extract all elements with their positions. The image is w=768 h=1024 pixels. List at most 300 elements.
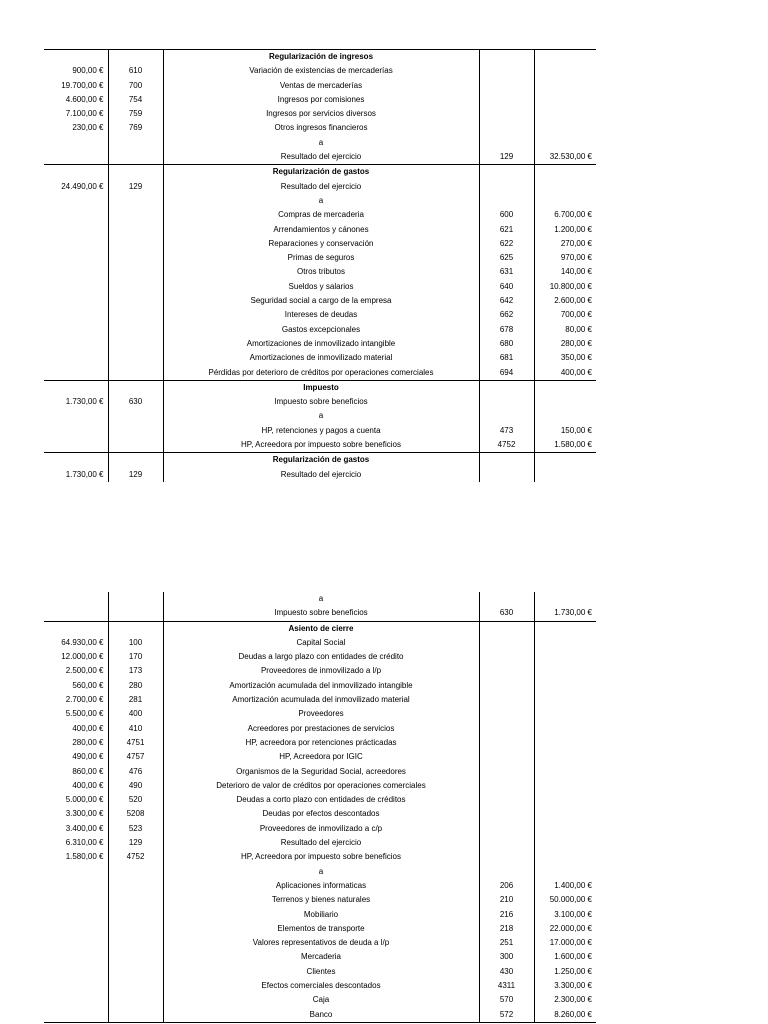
journal-row <box>44 280 596 294</box>
debit-account-cell <box>108 453 163 468</box>
journal-row <box>44 1008 596 1023</box>
credit-account-cell: 681 <box>479 351 534 365</box>
journal-entries-table <box>44 49 596 482</box>
credit-amount-cell <box>534 779 596 793</box>
credit-account-cell: 206 <box>479 879 534 893</box>
journal-row <box>44 208 596 222</box>
debit-amount-cell <box>44 1008 108 1023</box>
credit-amount-cell: 140,00 € <box>534 265 596 279</box>
journal-row <box>44 936 596 950</box>
credit-account-cell: 129 <box>479 150 534 165</box>
credit-amount-cell: 50.000,00 € <box>534 893 596 907</box>
debit-amount-cell: 64.930,00 € <box>61 637 104 647</box>
concept-cell: a <box>163 194 479 208</box>
debit-amount-cell <box>44 453 108 468</box>
credit-account-cell: 631 <box>479 265 534 279</box>
debit-account-cell <box>108 380 163 395</box>
debit-amount-cell <box>44 936 108 950</box>
credit-account-cell: 210 <box>479 893 534 907</box>
credit-account-cell <box>479 194 534 208</box>
debit-account-cell: 410 <box>108 722 163 736</box>
debit-amount-cell: 900,00 € <box>72 66 104 76</box>
debit-account-cell <box>108 908 163 922</box>
section-header-row <box>44 380 596 395</box>
credit-account-cell: 678 <box>479 323 534 337</box>
debit-amount-cell: 5.000,00 € <box>65 795 104 805</box>
credit-account-cell <box>479 865 534 879</box>
journal-row <box>44 337 596 351</box>
journal-row <box>44 424 596 438</box>
credit-amount-cell <box>534 107 596 121</box>
concept-cell: HP, retenciones y pagos a cuenta <box>163 424 479 438</box>
credit-amount-cell: 3.100,00 € <box>534 908 596 922</box>
credit-amount-cell: 6.700,00 € <box>534 208 596 222</box>
concept-cell: Regularización de ingresos <box>163 50 479 65</box>
debit-amount-cell <box>44 308 108 322</box>
debit-account-cell <box>108 950 163 964</box>
journal-row <box>44 409 596 423</box>
debit-amount-cell <box>44 50 108 65</box>
journal-row <box>44 664 596 678</box>
debit-amount-cell <box>44 922 108 936</box>
debit-amount-cell: 4.600,00 € <box>65 94 104 104</box>
debit-amount-cell <box>44 223 108 237</box>
debit-amount-cell <box>44 438 108 453</box>
credit-account-cell <box>479 779 534 793</box>
debit-account-cell <box>108 424 163 438</box>
credit-amount-cell <box>534 836 596 850</box>
journal-row <box>44 993 596 1007</box>
debit-account-cell: 400 <box>108 707 163 721</box>
credit-amount-cell <box>534 807 596 821</box>
concept-cell: Variación de existencias de mercaderías <box>163 64 479 78</box>
journal-row <box>44 779 596 793</box>
credit-account-cell <box>479 121 534 135</box>
journal-row <box>44 150 596 165</box>
debit-account-cell <box>108 351 163 365</box>
concept-cell: Amortizaciones de inmovilizado material <box>163 351 479 365</box>
debit-amount-cell: 6.310,00 € <box>65 838 104 848</box>
credit-amount-cell: 2.300,00 € <box>534 993 596 1007</box>
debit-account-cell <box>108 150 163 165</box>
journal-row <box>44 965 596 979</box>
credit-account-cell: 640 <box>479 280 534 294</box>
concept-cell: Ingresos por servicios diversos <box>163 107 479 121</box>
credit-account-cell <box>479 64 534 78</box>
journal-row <box>44 722 596 736</box>
debit-account-cell: 100 <box>108 636 163 650</box>
credit-amount-cell <box>534 636 596 650</box>
debit-amount-cell <box>44 280 108 294</box>
credit-amount-cell <box>534 194 596 208</box>
credit-account-cell: 625 <box>479 251 534 265</box>
closing-entry-table <box>44 592 596 1023</box>
debit-account-cell <box>108 438 163 453</box>
concept-cell: Efectos comerciales descontados <box>163 979 479 993</box>
concept-cell: Impuesto sobre beneficios <box>163 395 479 409</box>
credit-account-cell <box>479 380 534 395</box>
credit-amount-cell: 400,00 € <box>534 366 596 381</box>
debit-account-cell <box>108 606 163 621</box>
journal-row <box>44 693 596 707</box>
debit-account-cell <box>108 294 163 308</box>
debit-account-cell <box>108 251 163 265</box>
credit-account-cell <box>479 765 534 779</box>
debit-amount-cell <box>44 865 108 879</box>
concept-cell: Amortización acumulada del inmovilizado material <box>163 693 479 707</box>
credit-amount-cell: 1.730,00 € <box>534 606 596 621</box>
journal-row <box>44 180 596 194</box>
debit-account-cell <box>108 323 163 337</box>
debit-amount-cell: 860,00 € <box>72 766 104 776</box>
debit-account-cell <box>108 865 163 879</box>
section-header-row <box>44 621 596 636</box>
credit-account-cell <box>479 722 534 736</box>
debit-account-cell: 129 <box>108 180 163 194</box>
journal-row <box>44 265 596 279</box>
journal-row <box>44 194 596 208</box>
concept-cell: Intereses de deudas <box>163 308 479 322</box>
debit-account-cell <box>108 993 163 1007</box>
credit-account-cell <box>479 707 534 721</box>
credit-account-cell: 630 <box>479 606 534 621</box>
debit-account-cell <box>108 337 163 351</box>
debit-account-cell: 129 <box>108 836 163 850</box>
credit-account-cell: 300 <box>479 950 534 964</box>
debit-amount-cell: 400,00 € <box>72 723 104 733</box>
concept-cell: Ventas de mercaderías <box>163 79 479 93</box>
credit-account-cell <box>479 453 534 468</box>
credit-account-cell <box>479 807 534 821</box>
debit-account-cell <box>108 922 163 936</box>
credit-amount-cell: 280,00 € <box>534 337 596 351</box>
credit-account-cell: 572 <box>479 1008 534 1023</box>
journal-table-bottom <box>44 592 596 1023</box>
debit-amount-cell <box>44 208 108 222</box>
credit-account-cell <box>479 736 534 750</box>
credit-amount-cell <box>534 395 596 409</box>
debit-account-cell <box>108 50 163 65</box>
journal-row <box>44 93 596 107</box>
credit-amount-cell <box>534 693 596 707</box>
journal-row <box>44 438 596 453</box>
debit-account-cell <box>108 592 163 606</box>
journal-row <box>44 468 596 482</box>
credit-amount-cell <box>534 736 596 750</box>
credit-amount-cell: 970,00 € <box>534 251 596 265</box>
concept-cell: Capital Social <box>163 636 479 650</box>
credit-account-cell: 473 <box>479 424 534 438</box>
debit-amount-cell: 490,00 € <box>72 752 104 762</box>
journal-row <box>44 366 596 381</box>
debit-amount-cell <box>44 380 108 395</box>
concept-cell: Banco <box>163 1008 479 1023</box>
journal-row <box>44 950 596 964</box>
credit-amount-cell: 150,00 € <box>534 424 596 438</box>
credit-amount-cell <box>534 136 596 150</box>
debit-account-cell <box>108 979 163 993</box>
debit-amount-cell: 5.500,00 € <box>65 709 104 719</box>
credit-account-cell: 218 <box>479 922 534 936</box>
credit-account-cell <box>479 468 534 482</box>
credit-amount-cell <box>534 707 596 721</box>
concept-cell: Deudas por efectos descontados <box>163 807 479 821</box>
credit-amount-cell <box>534 722 596 736</box>
debit-account-cell <box>108 1008 163 1023</box>
journal-row <box>44 251 596 265</box>
credit-amount-cell: 270,00 € <box>534 237 596 251</box>
credit-account-cell: 694 <box>479 366 534 381</box>
journal-row <box>44 650 596 664</box>
credit-amount-cell <box>534 750 596 764</box>
debit-amount-cell <box>44 908 108 922</box>
debit-amount-cell <box>44 294 108 308</box>
concept-cell: Resultado del ejercicio <box>163 468 479 482</box>
journal-row <box>44 64 596 78</box>
credit-amount-cell: 10.800,00 € <box>534 280 596 294</box>
debit-account-cell <box>108 409 163 423</box>
debit-account-cell <box>108 165 163 180</box>
journal-row <box>44 223 596 237</box>
debit-account-cell: 4752 <box>108 850 163 864</box>
journal-row <box>44 79 596 93</box>
concept-cell: Gastos excepcionales <box>163 323 479 337</box>
debit-account-cell: 523 <box>108 822 163 836</box>
journal-row <box>44 822 596 836</box>
debit-amount-cell <box>44 424 108 438</box>
concept-cell: Elementos de transporte <box>163 922 479 936</box>
credit-account-cell <box>479 165 534 180</box>
concept-cell: Proveedores de inmovilizado a l/p <box>163 664 479 678</box>
debit-amount-cell: 2.700,00 € <box>65 695 104 705</box>
debit-account-cell: 769 <box>108 121 163 135</box>
journal-row <box>44 793 596 807</box>
debit-amount-cell: 230,00 € <box>72 123 104 133</box>
credit-amount-cell: 8.260,00 € <box>534 1008 596 1023</box>
credit-account-cell <box>479 180 534 194</box>
debit-amount-cell <box>44 136 108 150</box>
debit-amount-cell <box>44 893 108 907</box>
concept-cell: Pérdidas por deterioro de créditos por operaciones comerciales <box>163 366 479 381</box>
concept-cell: Reparaciones y conservación <box>163 237 479 251</box>
concept-cell: HP, Acreedora por IGIC <box>163 750 479 764</box>
concept-cell: Compras de mercaderia <box>163 208 479 222</box>
journal-row <box>44 308 596 322</box>
debit-account-cell <box>108 366 163 381</box>
credit-account-cell: 4752 <box>479 438 534 453</box>
journal-row <box>44 865 596 879</box>
concept-cell: Resultado del ejercicio <box>163 180 479 194</box>
debit-amount-cell <box>44 409 108 423</box>
credit-amount-cell <box>534 650 596 664</box>
debit-account-cell: 5208 <box>108 807 163 821</box>
journal-table-top <box>44 49 596 482</box>
concept-cell: Amortizaciones de inmovilizado intangible <box>163 337 479 351</box>
credit-account-cell <box>479 650 534 664</box>
concept-cell: HP, Acreedora por impuesto sobre beneficios <box>163 438 479 453</box>
debit-amount-cell: 280,00 € <box>72 737 104 747</box>
debit-amount-cell <box>44 337 108 351</box>
concept-cell: Acreedores por prestaciones de servicios <box>163 722 479 736</box>
credit-amount-cell <box>534 453 596 468</box>
concept-cell: Aplicaciones informaticas <box>163 879 479 893</box>
concept-cell: Ingresos por comisiones <box>163 93 479 107</box>
credit-amount-cell <box>534 850 596 864</box>
debit-account-cell: 4757 <box>108 750 163 764</box>
credit-account-cell <box>479 409 534 423</box>
concept-cell: Resultado del ejercicio <box>163 836 479 850</box>
journal-row <box>44 323 596 337</box>
credit-account-cell: 430 <box>479 965 534 979</box>
debit-amount-cell <box>44 950 108 964</box>
debit-amount-cell: 3.400,00 € <box>65 823 104 833</box>
debit-account-cell <box>108 965 163 979</box>
debit-account-cell: 759 <box>108 107 163 121</box>
debit-account-cell: 700 <box>108 79 163 93</box>
credit-amount-cell: 32.530,00 € <box>534 150 596 165</box>
credit-amount-cell <box>534 64 596 78</box>
concept-cell: Proveedores de inmovilizado a c/p <box>163 822 479 836</box>
debit-account-cell: 520 <box>108 793 163 807</box>
credit-amount-cell <box>534 409 596 423</box>
journal-row <box>44 107 596 121</box>
concept-cell: HP, Acreedora por impuesto sobre beneficios <box>163 850 479 864</box>
concept-cell: Caja <box>163 993 479 1007</box>
credit-account-cell <box>479 93 534 107</box>
concept-cell: a <box>163 409 479 423</box>
concept-cell: Amortización acumulada del inmovilizado intangible <box>163 679 479 693</box>
debit-account-cell <box>108 265 163 279</box>
credit-account-cell <box>479 50 534 65</box>
debit-account-cell: 490 <box>108 779 163 793</box>
journal-row <box>44 908 596 922</box>
debit-amount-cell: 1.730,00 € <box>65 397 104 407</box>
concept-cell: Mercaderia <box>163 950 479 964</box>
credit-amount-cell <box>534 165 596 180</box>
debit-account-cell <box>108 237 163 251</box>
debit-amount-cell <box>44 621 108 636</box>
credit-amount-cell <box>534 79 596 93</box>
debit-account-cell: 754 <box>108 93 163 107</box>
journal-row <box>44 893 596 907</box>
journal-row <box>44 136 596 150</box>
credit-amount-cell <box>534 679 596 693</box>
credit-amount-cell <box>534 865 596 879</box>
debit-amount-cell: 19.700,00 € <box>61 80 104 90</box>
credit-amount-cell <box>534 592 596 606</box>
credit-amount-cell: 1.400,00 € <box>534 879 596 893</box>
debit-amount-cell <box>44 323 108 337</box>
credit-amount-cell <box>534 121 596 135</box>
credit-account-cell: 662 <box>479 308 534 322</box>
journal-row <box>44 850 596 864</box>
credit-amount-cell <box>534 50 596 65</box>
debit-amount-cell: 2.500,00 € <box>65 666 104 676</box>
concept-cell: Sueldos y salarios <box>163 280 479 294</box>
concept-cell: Asiento de cierre <box>163 621 479 636</box>
concept-cell: Deudas a corto plazo con entidades de créditos <box>163 793 479 807</box>
debit-account-cell: 170 <box>108 650 163 664</box>
debit-account-cell <box>108 936 163 950</box>
concept-cell: Resultado del ejercicio <box>163 150 479 165</box>
debit-account-cell <box>108 308 163 322</box>
credit-amount-cell: 700,00 € <box>534 308 596 322</box>
credit-account-cell <box>479 836 534 850</box>
credit-account-cell <box>479 822 534 836</box>
credit-amount-cell: 2.600,00 € <box>534 294 596 308</box>
credit-amount-cell: 17.000,00 € <box>534 936 596 950</box>
concept-cell: Deterioro de valor de créditos por operaciones comerciales <box>163 779 479 793</box>
credit-account-cell: 251 <box>479 936 534 950</box>
concept-cell: Deudas a largo plazo con entidades de crédito <box>163 650 479 664</box>
journal-row <box>44 922 596 936</box>
debit-amount-cell: 12.000,00 € <box>61 652 104 662</box>
debit-amount-cell <box>44 366 108 381</box>
journal-row <box>44 765 596 779</box>
debit-account-cell <box>108 879 163 893</box>
credit-account-cell <box>479 750 534 764</box>
journal-row <box>44 606 596 621</box>
concept-cell: Terrenos y bienes naturales <box>163 893 479 907</box>
journal-row <box>44 707 596 721</box>
debit-account-cell <box>108 194 163 208</box>
journal-row <box>44 351 596 365</box>
journal-row <box>44 294 596 308</box>
debit-amount-cell: 1.730,00 € <box>65 469 104 479</box>
debit-amount-cell <box>44 879 108 893</box>
journal-row <box>44 395 596 409</box>
debit-account-cell <box>108 893 163 907</box>
debit-amount-cell: 24.490,00 € <box>61 181 104 191</box>
debit-amount-cell: 1.580,00 € <box>65 852 104 862</box>
credit-account-cell <box>479 679 534 693</box>
concept-cell: Primas de seguros <box>163 251 479 265</box>
debit-account-cell: 4751 <box>108 736 163 750</box>
debit-account-cell <box>108 280 163 294</box>
journal-row <box>44 879 596 893</box>
journal-row <box>44 592 596 606</box>
journal-row <box>44 636 596 650</box>
concept-cell: Clientes <box>163 965 479 979</box>
credit-amount-cell: 350,00 € <box>534 351 596 365</box>
debit-amount-cell <box>44 606 108 621</box>
credit-account-cell <box>479 664 534 678</box>
debit-account-cell <box>108 223 163 237</box>
credit-account-cell <box>479 621 534 636</box>
credit-account-cell <box>479 592 534 606</box>
credit-account-cell: 642 <box>479 294 534 308</box>
section-header-row <box>44 165 596 180</box>
debit-amount-cell <box>44 150 108 165</box>
debit-amount-cell <box>44 351 108 365</box>
credit-account-cell: 621 <box>479 223 534 237</box>
journal-row <box>44 979 596 993</box>
debit-account-cell: 630 <box>108 395 163 409</box>
concept-cell: Impuesto sobre beneficios <box>163 606 479 621</box>
concept-cell: Arrendamientos y cánones <box>163 223 479 237</box>
credit-amount-cell <box>534 793 596 807</box>
journal-row <box>44 736 596 750</box>
journal-row <box>44 237 596 251</box>
concept-cell: HP, acreedora por retenciones prácticadas <box>163 736 479 750</box>
concept-cell: a <box>163 592 479 606</box>
debit-amount-cell <box>44 251 108 265</box>
debit-amount-cell <box>44 165 108 180</box>
debit-amount-cell <box>44 993 108 1007</box>
debit-account-cell <box>108 621 163 636</box>
credit-account-cell <box>479 107 534 121</box>
journal-row <box>44 807 596 821</box>
